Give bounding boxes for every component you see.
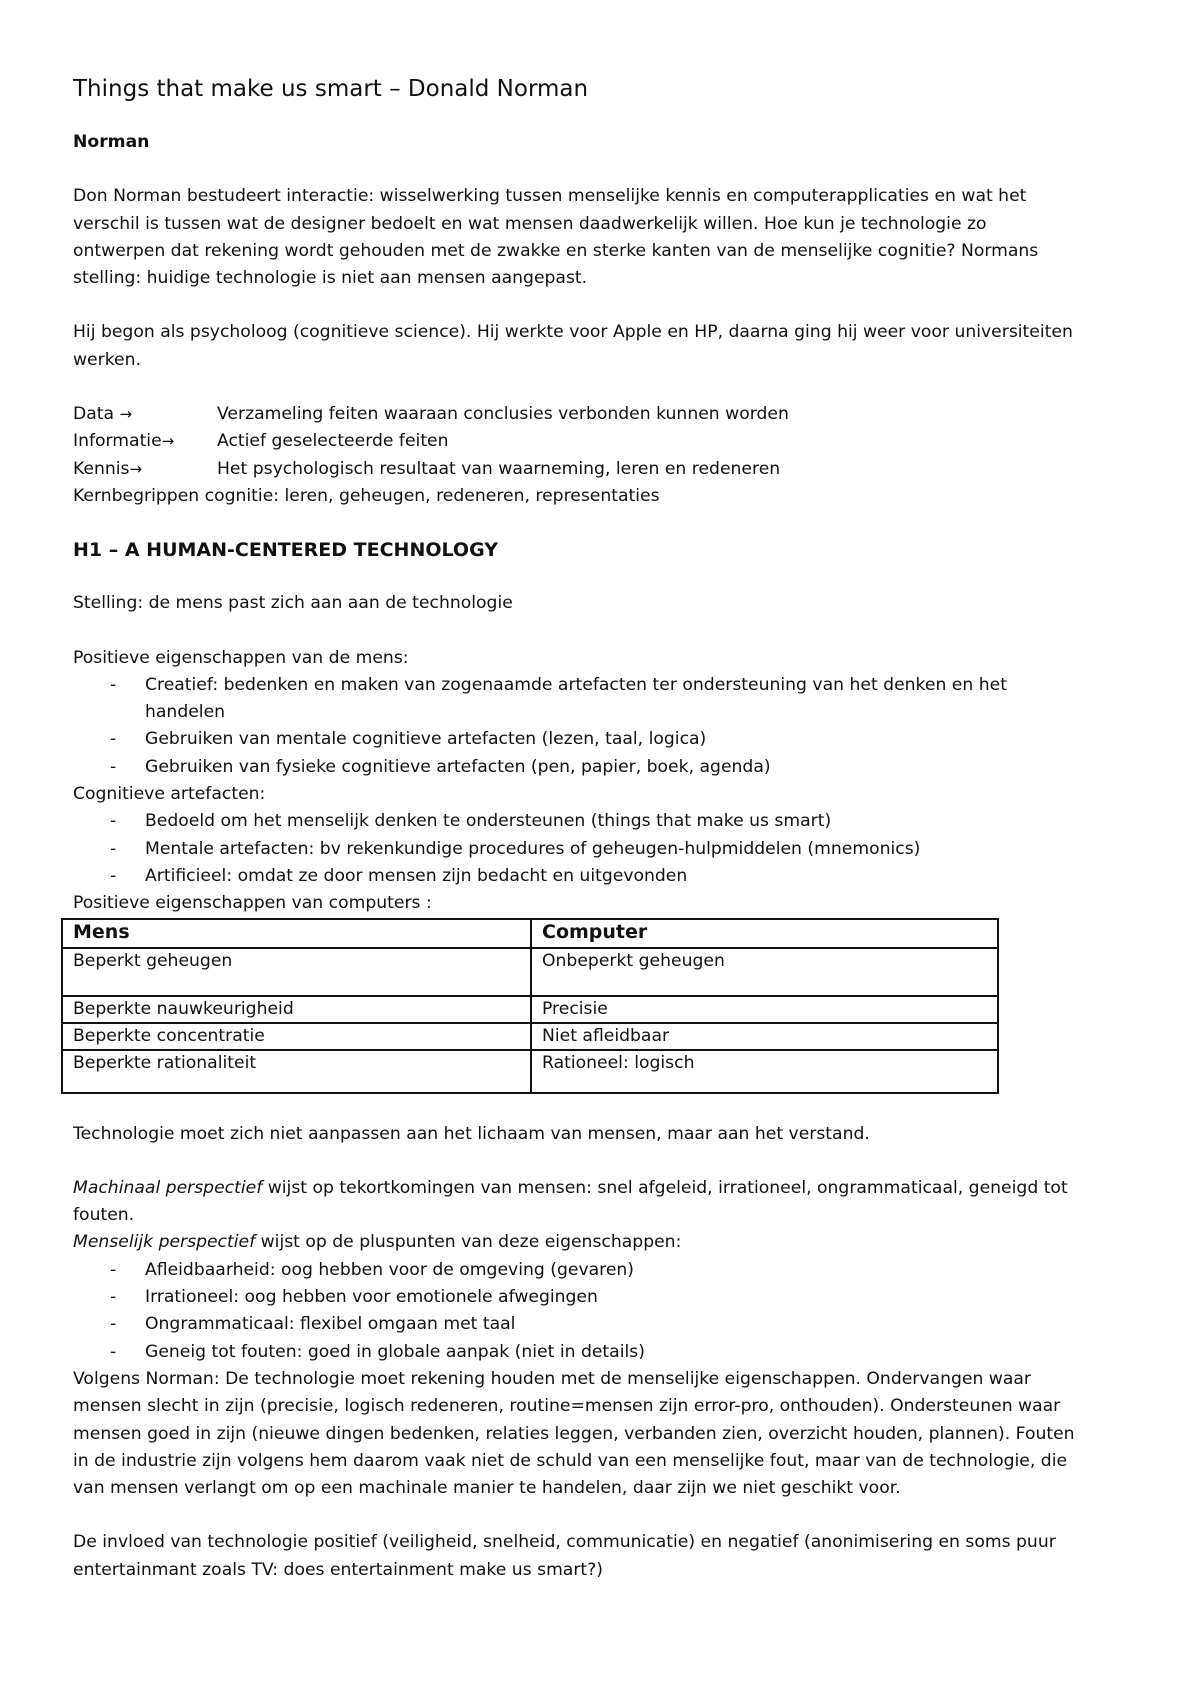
- table-row: [62, 1050, 998, 1093]
- definition-row: [73, 456, 1080, 483]
- table-row: [62, 996, 998, 1023]
- section-heading-norman: Norman: [73, 132, 150, 152]
- human-props-label: Positieve eigenschappen van de mens:: [73, 647, 409, 668]
- human-perspective-list: [73, 1257, 1080, 1366]
- table-header: Mens: [62, 919, 531, 948]
- human-perspective-paragraph: Menselijk perspectief wijst op de pluspunten van deze eigenschappen:: [73, 1232, 682, 1253]
- chapter-statement: Stelling: de mens past zich aan aan de technologie: [73, 593, 513, 614]
- table-row: [62, 948, 998, 996]
- computer-props-label: Positieve eigenschappen van computers :: [73, 893, 432, 914]
- arrow-right-icon: →: [119, 405, 133, 424]
- influence-paragraph: De invloed van technologie positief (veiligheid, snelheid, communicatie) en negatief (anonimisering en soms puur entertainmant zoals TV: does entertainment make us smart?): [73, 1532, 1056, 1580]
- table-cell: Beperkte concentratie: [62, 1023, 531, 1050]
- table-cell: Beperkte rationaliteit: [62, 1050, 531, 1093]
- arrow-right-icon: →: [129, 459, 143, 478]
- list-item: - Artificieel: omdat ze door mensen zijn bedacht en uitgevonden: [110, 865, 688, 886]
- arrow-right-icon: →: [161, 432, 175, 451]
- table-header-row: [62, 919, 998, 948]
- table-cell: Niet afleidbaar: [531, 1023, 998, 1050]
- tech-adapt-paragraph: Technologie moet zich niet aanpassen aan het lichaam van mensen, maar aan het verstand.: [73, 1123, 870, 1144]
- definition-row: [73, 401, 1080, 428]
- list-item: - Gebruiken van mentale cognitieve artefacten (lezen, taal, logica): [110, 729, 707, 750]
- list-item: - Ongrammaticaal: flexibel omgaan met taal: [110, 1314, 516, 1335]
- table-cell: Rationeel: logisch: [531, 1050, 998, 1093]
- norman-view-paragraph: Volgens Norman: De technologie moet rekening houden met de menselijke eigenschappen. Ondervangen waar mensen slecht in zijn (precisie, logisch redeneren, routine=mensen zijn error-pro, onthouden). Ondersteunen waar mensen goed in zijn (nieuwe dingen bedenken, relaties leggen, verbanden zien, overzicht houden, plannen). Fouten in de industrie zijn volgens hem daarom vaak niet de schuld van een menselijke fout, maar van de technologie, die van mensen verlangt om op een machinale manier te handelen, daar zijn we niet geschikt voor.: [73, 1368, 1075, 1499]
- table-header: Computer: [531, 919, 998, 948]
- background-paragraph: Hij begon als psycholoog (cognitieve science). Hij werkte voor Apple en HP, daarna ging hij weer voor universiteiten werken.: [73, 322, 1073, 370]
- definition-row: [73, 428, 1080, 455]
- list-item: - Geneig tot fouten: goed in globale aanpak (niet in details): [110, 1341, 645, 1362]
- human-props-list: [73, 672, 1080, 781]
- document-title: Things that make us smart – Donald Norman: [73, 76, 589, 102]
- definition-term: Kennis→: [73, 458, 143, 479]
- artifacts-list: [73, 808, 1080, 890]
- intro-paragraph: Don Norman bestudeert interactie: wisselwerking tussen menselijke kennis en computerapplicaties en wat het verschil is tussen wat de designer bedoelt en wat mensen daadwerkelijk willen. Hoe kun je technologie zo ontwerpen dat rekening wordt gehouden met de zwakke en sterke kanten van de menselijke cognitie? Normans stelling: huidige technologie is niet aan mensen aangepast.: [73, 186, 1039, 289]
- human-perspective-term: Menselijk perspectief: [73, 1232, 256, 1253]
- table-row: [62, 1023, 998, 1050]
- definition-text: Verzameling feiten waaraan conclusies verbonden kunnen worden: [217, 404, 789, 425]
- comparison-table: [61, 918, 999, 1094]
- artifacts-label: Cognitieve artefacten:: [73, 784, 266, 805]
- table-cell: Beperkt geheugen: [62, 948, 531, 996]
- table-cell: Precisie: [531, 996, 998, 1023]
- machine-perspective-paragraph: Machinaal perspectief wijst op tekortkomingen van mensen: snel afgeleid, irrationeel, ongrammaticaal, geneigd tot fouten.: [73, 1177, 1068, 1226]
- list-item: - Bedoeld om het menselijk denken te ondersteunen (things that make us smart): [110, 811, 832, 832]
- definition-text: Actief geselecteerde feiten: [217, 431, 449, 452]
- definition-list: [73, 401, 1080, 510]
- list-item: - Afleidbaarheid: oog hebben voor de omgeving (gevaren): [110, 1259, 635, 1280]
- chapter-heading: H1 – A HUMAN-CENTERED TECHNOLOGY: [73, 539, 499, 562]
- core-concepts: Kernbegrippen cognitie: leren, geheugen, redeneren, representaties: [73, 485, 660, 506]
- table-cell: Beperkte nauwkeurigheid: [62, 996, 531, 1023]
- definition-term: Data →: [73, 404, 133, 425]
- machine-perspective-term: Machinaal perspectief: [73, 1177, 263, 1198]
- list-item: - Gebruiken van fysieke cognitieve artefacten (pen, papier, boek, agenda): [110, 756, 771, 777]
- list-item: - Creatief: bedenken en maken van zogenaamde artefacten ter ondersteuning van het denken en het handelen: [110, 674, 1007, 723]
- list-item: - Mentale artefacten: bv rekenkundige procedures of geheugen-hulpmiddelen (mnemonics): [110, 838, 921, 859]
- list-item: - Irrationeel: oog hebben voor emotionele afwegingen: [110, 1287, 598, 1308]
- table-cell: Onbeperkt geheugen: [531, 948, 998, 996]
- definition-term: Informatie→: [73, 431, 175, 452]
- definition-text: Het psychologisch resultaat van waarneming, leren en redeneren: [217, 458, 781, 479]
